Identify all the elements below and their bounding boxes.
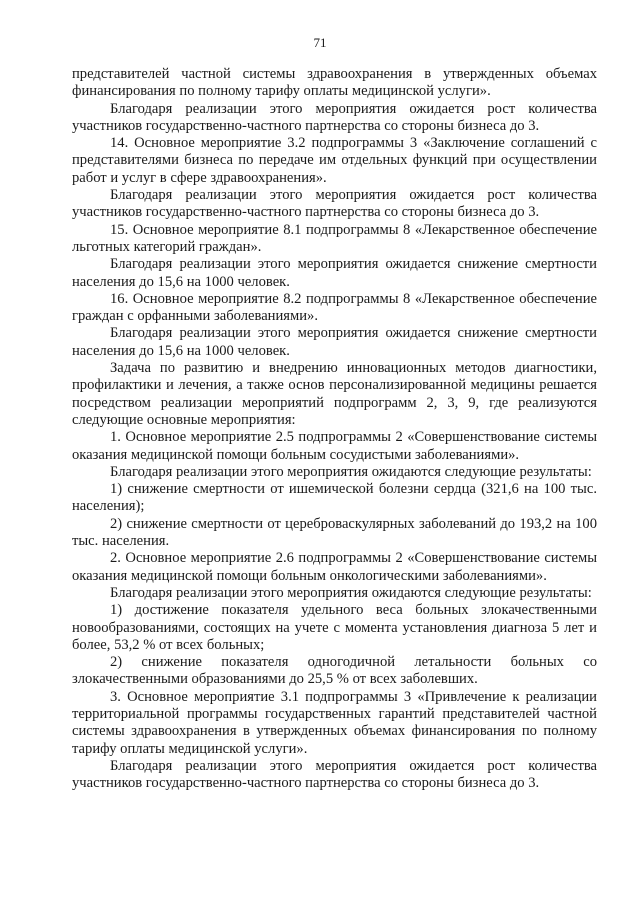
- paragraph: Благодаря реализации этого мероприятия ожидаются следующие результаты:: [110, 463, 592, 480]
- page-number: 71: [313, 35, 327, 50]
- paragraph: Благодаря реализации этого мероприятия ожидается рост количества участников государственно-частного партнерства со стороны бизнеса до 3.: [72, 757, 597, 792]
- paragraph: 1) достижение показателя удельного веса больных злокачественными новообразованиями, состоящих на учете с момента установления диагноза 5 лет и более, 53,2 % от всех больных;: [72, 602, 597, 653]
- paragraph: 15. Основное мероприятие 8.1 подпрограммы 8 «Лекарственное обеспечение льготных категорий граждан».: [72, 221, 597, 255]
- paragraph: 14. Основное мероприятие 3.2 подпрограммы 3 «Заключение соглашений с представителями бизнеса по передаче им отдельных функций при осуществлении работ и услуг в сфере здравоохранения».: [72, 135, 597, 186]
- paragraph: Благодаря реализации этого мероприятия ожидаются следующие результаты:: [110, 584, 592, 601]
- paragraph: 2) снижение смертности от цереброваскулярных заболеваний до 193,2 на 100 тыс. населения.: [72, 515, 597, 550]
- paragraph: Благодаря реализации этого мероприятия ожидается снижение смертности населения до 15,6 на 1000 человек.: [72, 256, 597, 290]
- paragraph: 1. Основное мероприятие 2.5 подпрограммы 2 «Совершенствование системы оказания медицинской помощи больным сосудистыми заболеваниями».: [72, 429, 597, 463]
- document-body: [72, 66, 597, 792]
- paragraph: представителей частной системы здравоохранения в утвержденных объемах финансирования по полному тарифу оплаты медицинской услуги».: [72, 66, 597, 100]
- paragraph: 1) снижение смертности от ишемической болезни сердца (321,6 на 100 тыс. населения);: [72, 481, 597, 515]
- paragraph: Задача по развитию и внедрению инновационных методов диагностики, профилактики и лечения, а также основ персонализированной медицины решается посредством реализации мероприятий подпрограмм 2, 3, 9, где реализуются следующие основные мероприятия:: [72, 360, 597, 428]
- paragraph: Благодаря реализации этого мероприятия ожидается снижение смертности населения до 15,6 на 1000 человек.: [72, 325, 597, 359]
- paragraph: Благодаря реализации этого мероприятия ожидается рост количества участников государственно-частного партнерства со стороны бизнеса до 3.: [72, 187, 597, 221]
- paragraph: 2) снижение показателя одногодичной летальности больных со злокачественными образованиями до 25,5 % от всех заболевших.: [72, 654, 597, 688]
- paragraph: 16. Основное мероприятие 8.2 подпрограммы 8 «Лекарственное обеспечение граждан с орфанными заболеваниями».: [72, 290, 597, 325]
- paragraph: 3. Основное мероприятие 3.1 подпрограммы 3 «Привлечение к реализации территориальной программы государственных гарантий представителей частной системы здравоохранения в утвержденных объемах финансирования по полному тарифу оплаты медицинской услуги».: [72, 688, 597, 757]
- paragraph: 2. Основное мероприятие 2.6 подпрограммы 2 «Совершенствование системы оказания медицинской помощи больным онкологическими заболеваниями».: [72, 550, 597, 584]
- paragraph: Благодаря реализации этого мероприятия ожидается рост количества участников государственно-частного партнерства со стороны бизнеса до 3.: [72, 100, 597, 134]
